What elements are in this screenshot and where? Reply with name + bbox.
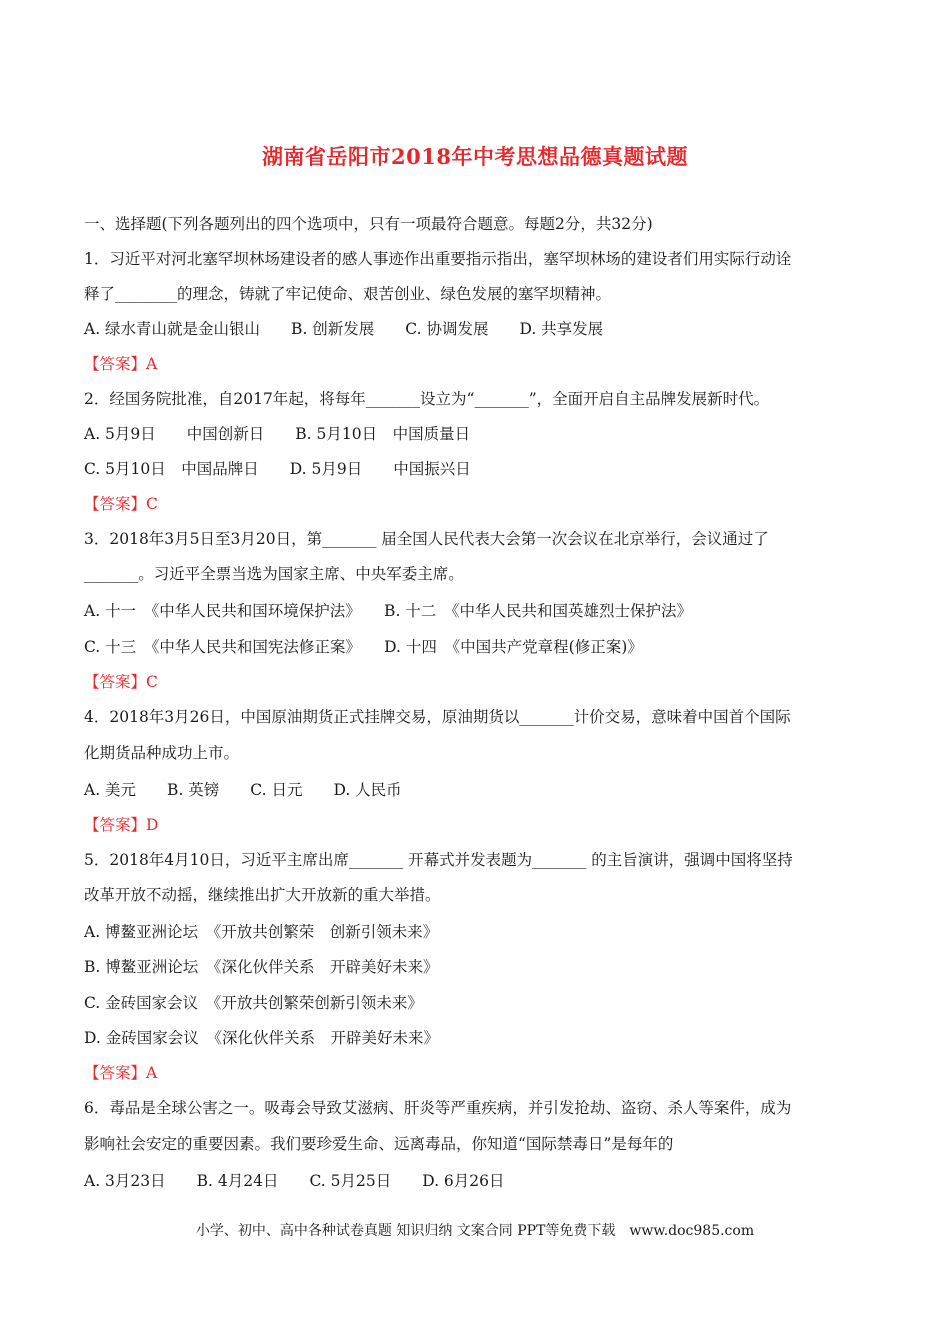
question-1-answer: 【答案】A — [84, 355, 158, 373]
question-3-options-cd: C. 十三 《中华人民共和国宪法修正案》 D. 十四 《中国共产党章程(修正案)》 — [84, 638, 643, 656]
question-5-answer: 【答案】A — [84, 1064, 158, 1082]
question-4-line-1: 4．2018年3月26日，中国原油期货正式挂牌交易，原油期货以_______计价交易，意味着中国首个国际 — [84, 708, 791, 726]
question-3-line-2: _______。习近平全票当选为国家主席、中央军委主席。 — [84, 565, 464, 583]
question-5-line-2: 改革开放不动摇，继续推出扩大开放新的重大举措。 — [84, 886, 441, 904]
page-footer: 小学、初中、高中各种试卷真题 知识归纳 文案合同 PPT等免费下载 www.doc985.com — [195, 1223, 755, 1239]
question-2-answer: 【答案】C — [84, 495, 158, 513]
question-3-answer: 【答案】C — [84, 673, 158, 691]
question-5-option-a: A. 博鳌亚洲论坛 《开放共创繁荣 创新引领未来》 — [84, 923, 439, 941]
question-1-options: A. 绿水青山就是金山银山 B. 创新发展 C. 协调发展 D. 共享发展 — [84, 320, 604, 338]
question-3-line-1: 3．2018年3月5日至3月20日，第_______ 届全国人民代表大会第一次会议在北京举行，会议通过了 — [84, 530, 769, 548]
page-title: 湖南省岳阳市2018年中考思想品德真题试题 — [262, 144, 688, 169]
question-4-line-2: 化期货品种成功上市。 — [84, 744, 240, 762]
question-1-line-2: 释了________的理念，铸就了牢记使命、艰苦创业、绿色发展的塞罕坝精神。 — [84, 285, 612, 303]
question-2-options-ab: A. 5月9日 中国创新日 B. 5月10日 中国质量日 — [84, 425, 471, 443]
section-header: 一、选择题(下列各题列出的四个选项中，只有一项最符合题意。每题2分，共32分) — [84, 215, 653, 233]
question-6-options: A. 3月23日 B. 4月24日 C. 5月25日 D. 6月26日 — [84, 1172, 505, 1190]
question-6-line-2: 影响社会安定的重要因素。我们要珍爱生命、远离毒品，你知道“国际禁毒日”是每年的 — [84, 1135, 674, 1153]
question-6-line-1: 6．毒品是全球公害之一。吸毒会导致艾滋病、肝炎等严重疾病，并引发抢劫、盗窃、杀人等案件，成为 — [84, 1099, 792, 1117]
question-5-option-b: B. 博鳌亚洲论坛 《深化伙伴关系 开辟美好未来》 — [84, 958, 439, 976]
question-2-line-1: 2．经国务院批准，自2017年起，将每年_______设立为“_______”，全面开启自主品牌发展新时代。 — [84, 390, 770, 408]
question-5-option-c: C. 金砖国家会议 《开放共创繁荣创新引领未来》 — [84, 994, 423, 1012]
question-2-options-cd: C. 5月10日 中国品牌日 D. 5月9日 中国振兴日 — [84, 460, 471, 478]
question-1-line-1: 1．习近平对河北塞罕坝林场建设者的感人事迹作出重要指示指出，塞罕坝林场的建设者们用实际行动诠 — [84, 250, 792, 268]
question-5-option-d: D. 金砖国家会议 《深化伙伴关系 开辟美好未来》 — [84, 1029, 439, 1047]
question-4-options: A. 美元 B. 英镑 C. 日元 D. 人民币 — [84, 781, 402, 799]
question-4-answer: 【答案】D — [84, 816, 159, 834]
question-3-options-ab: A. 十一 《中华人民共和国环境保护法》 B. 十二 《中华人民共和国英雄烈士保护法》 — [84, 602, 693, 620]
question-5-line-1: 5．2018年4月10日，习近平主席出席_______ 开幕式并发表题为_______ 的主旨演讲，强调中国将坚持 — [84, 851, 793, 869]
